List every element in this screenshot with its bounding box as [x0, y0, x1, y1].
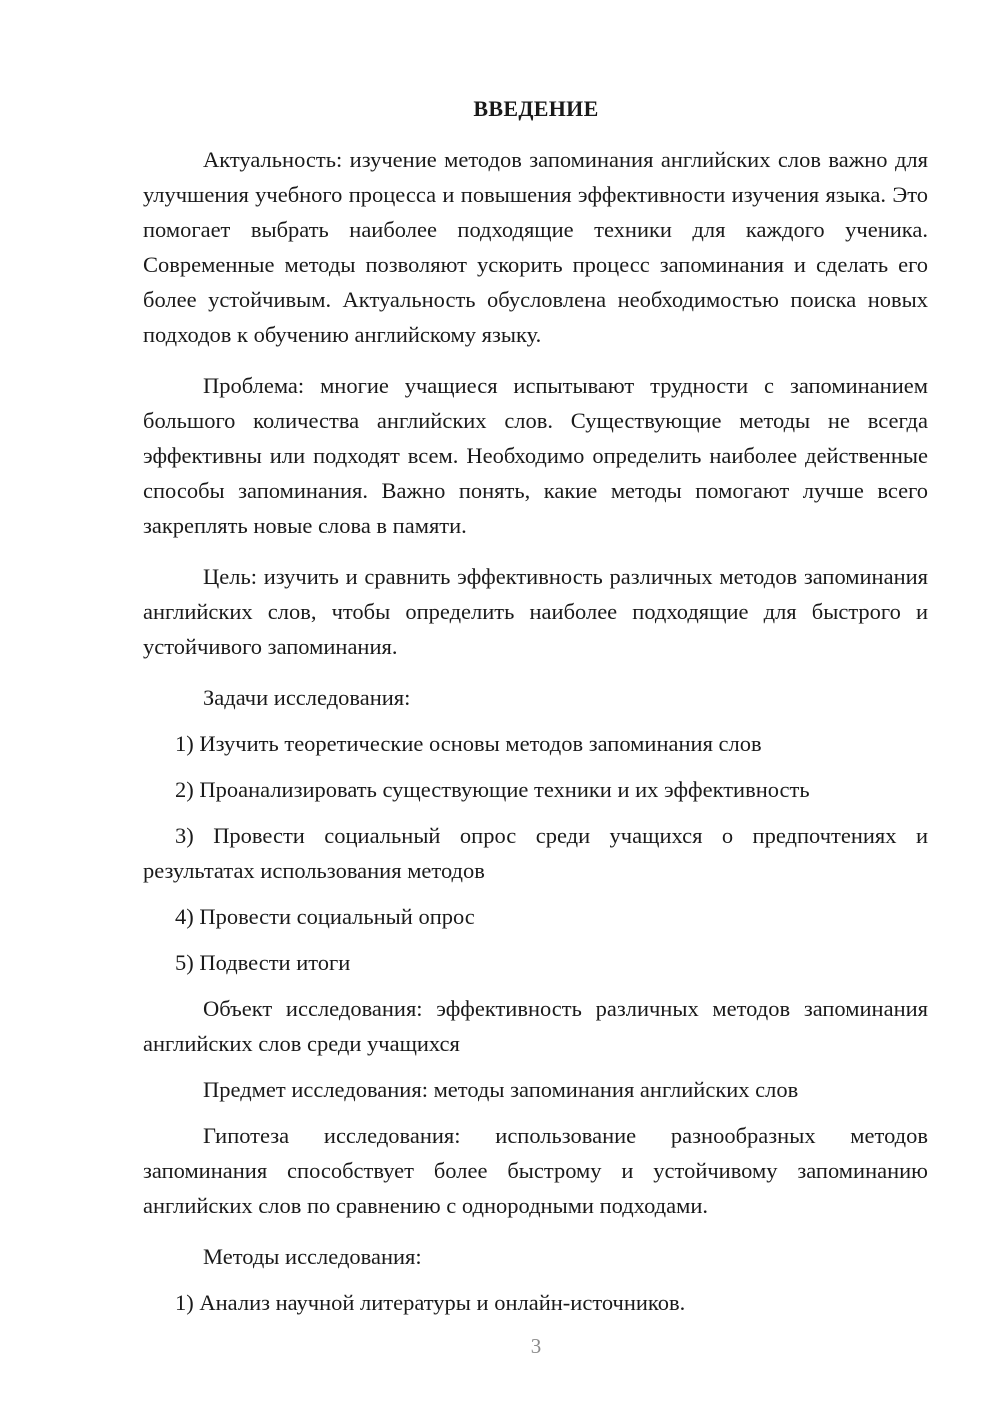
paragraph-hypothesis: Гипотеза исследования: использование разнообразных методов запоминания способствует более быстрому и устойчивому запоминанию английских слов по сравнению с однородными подходами.: [143, 1123, 928, 1218]
method-item-1: 1) Анализ научной литературы и онлайн-источников.: [175, 1290, 686, 1315]
task-item-3: 3) Провести социальный опрос среди учащихся о предпочтениях и результатах использования методов: [143, 823, 928, 883]
paragraph-relevance: Актуальность: изучение методов запоминания английских слов важно для улучшения учебного процесса и повышения эффективности изучения языка. Это помогает выбрать наиболее подходящие техники для каждого ученика. Современные методы позволяют ускорить процесс запоминания и сделать его более устойчивым. Актуальность обусловлена необходимостью поиска новых подходов к обучению английскому языку.: [143, 147, 928, 347]
task-item-1: 1) Изучить теоретические основы методов запоминания слов: [175, 731, 762, 756]
page-number: 3: [530, 1334, 542, 1358]
task-item-5: 5) Подвести итоги: [175, 950, 351, 975]
paragraph-problem: Проблема: многие учащиеся испытывают трудности с запоминанием большого количества английских слов. Существующие методы не всегда эффективны или подходят всем. Необходимо определить наиболее действенные способы запоминания. Важно понять, какие методы помогают лучше всего закреплять новые слова в памяти.: [143, 373, 928, 538]
document-body: [143, 142, 928, 1331]
paragraph-object: Объект исследования: эффективность различных методов запоминания английских слов среди учащихся: [143, 996, 928, 1056]
methods-heading: Методы исследования:: [203, 1244, 422, 1269]
paragraph-goal: Цель: изучить и сравнить эффективность различных методов запоминания английских слов, чтобы определить наиболее подходящие для быстрого и устойчивого запоминания.: [143, 564, 928, 659]
tasks-heading: Задачи исследования:: [203, 685, 411, 710]
task-item-2: 2) Проанализировать существующие техники и их эффективность: [175, 777, 810, 802]
paragraph-subject: Предмет исследования: методы запоминания английских слов: [203, 1077, 799, 1102]
task-item-4: 4) Провести социальный опрос: [175, 904, 475, 929]
page-title: ВВЕДЕНИЕ: [473, 96, 599, 121]
